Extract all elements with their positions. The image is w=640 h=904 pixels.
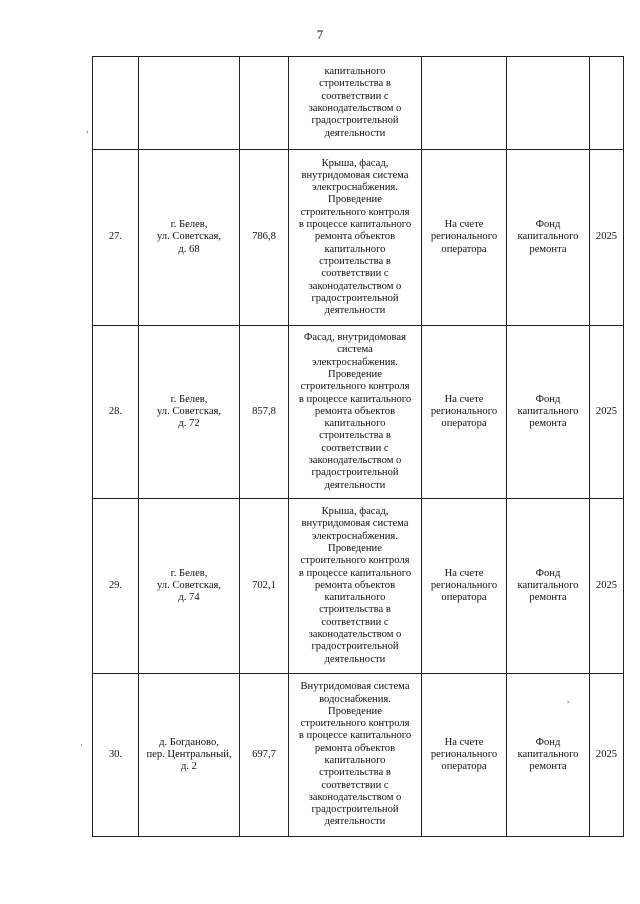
cell-line: капитального xyxy=(324,66,386,78)
cell-line: На счете xyxy=(444,219,484,231)
cell-line: оператора xyxy=(441,243,487,255)
table-row xyxy=(93,150,624,326)
cell-num: 28. xyxy=(93,326,139,499)
cell-area: 697,7 xyxy=(240,674,289,837)
cell-line: в процессе капитального xyxy=(298,393,412,405)
cell-fund xyxy=(507,499,590,674)
cell-line: законодательством о xyxy=(308,791,402,803)
cell-line: в процессе капитального xyxy=(298,730,412,742)
cell-line: ремонта объектов xyxy=(314,742,396,754)
cell-line: оператора xyxy=(441,592,487,604)
cell-line: законодательством о xyxy=(308,629,402,641)
cell-line: строительства в xyxy=(319,255,391,267)
scan-speck: , xyxy=(86,124,89,134)
cell-num: 27. xyxy=(93,150,139,326)
cell-line: Проведение xyxy=(328,194,382,206)
cell-line: ремонта xyxy=(529,592,567,604)
cell-fund xyxy=(507,150,590,326)
cell-fund xyxy=(507,326,590,499)
cell-line: Фонд xyxy=(535,736,561,748)
cell-work xyxy=(289,499,422,674)
cell-line: регионального xyxy=(430,579,498,591)
cell-line: Проведение xyxy=(328,705,382,717)
cell-line: строительства в xyxy=(319,767,391,779)
cell-line: соответствии с xyxy=(321,616,389,628)
cell-line: градостроительной xyxy=(311,115,399,127)
cell-work xyxy=(289,674,422,837)
cell-line: д. Богданово, xyxy=(159,736,219,748)
cell-work xyxy=(289,57,422,150)
cell-work xyxy=(289,326,422,499)
cell-line: д. 68 xyxy=(178,243,200,255)
cell-account xyxy=(422,674,507,837)
cell-address xyxy=(139,57,240,150)
cell-line: соответствии с xyxy=(321,442,389,454)
cell-line: внутридомовая система xyxy=(301,169,409,181)
cell-line: д. 72 xyxy=(178,418,200,430)
cell-num: 29. xyxy=(93,499,139,674)
cell-line: строительного контроля xyxy=(300,206,410,218)
cell-line: строительного контроля xyxy=(300,381,410,393)
cell-line: ремонта xyxy=(529,243,567,255)
cell-address xyxy=(139,674,240,837)
cell-line: соответствии с xyxy=(321,90,389,102)
table-row xyxy=(93,674,624,837)
cell-line: ул. Советская, xyxy=(156,579,222,591)
cell-area: 702,1 xyxy=(240,499,289,674)
cell-line: ул. Советская, xyxy=(156,405,222,417)
cell-address xyxy=(139,326,240,499)
cell-line: градостроительной xyxy=(311,292,399,304)
cell-line: законодательством о xyxy=(308,103,402,114)
cell-line: ремонта объектов xyxy=(314,231,396,243)
cell-address xyxy=(139,150,240,326)
cell-line: ремонта объектов xyxy=(314,579,396,591)
cell-line: Фонд xyxy=(535,219,561,231)
cell-line: деятельности xyxy=(324,653,386,665)
cell-num: 30. xyxy=(93,674,139,837)
cell-line: д. 74 xyxy=(178,592,200,604)
cell-line: градостроительной xyxy=(311,804,399,816)
cell-line: капитального xyxy=(324,243,386,255)
cell-line: деятельности xyxy=(324,305,386,317)
cell-line: ремонта xyxy=(529,761,567,773)
cell-line: законодательством о xyxy=(308,455,402,467)
cell-line: г. Белев, xyxy=(170,567,208,579)
scan-speck: · xyxy=(80,740,83,750)
cell-line: соответствии с xyxy=(321,268,389,280)
cell-line: капитального xyxy=(517,405,579,417)
cell-account xyxy=(422,499,507,674)
page-number: 7 xyxy=(316,27,324,42)
cell-line: Фонд xyxy=(535,567,561,579)
cell-line: регионального xyxy=(430,231,498,243)
cell-area: 857,8 xyxy=(240,326,289,499)
cell-account xyxy=(422,150,507,326)
cell-num xyxy=(93,57,139,150)
cell-line: Проведение xyxy=(328,542,382,554)
cell-line: строительства в xyxy=(319,78,391,90)
cell-address xyxy=(139,499,240,674)
cell-line: На счете xyxy=(444,567,484,579)
cell-area xyxy=(240,57,289,150)
cell-line: электроснабжения. xyxy=(312,182,398,194)
cell-line: регионального xyxy=(430,748,498,760)
cell-line: водоснабжения. xyxy=(319,693,391,705)
cell-line: строительного контроля xyxy=(300,718,410,730)
cell-line: ремонта объектов xyxy=(314,405,396,417)
cell-line: строительного контроля xyxy=(300,555,410,567)
cell-line: строительства в xyxy=(319,604,391,616)
cell-line: градостроительной xyxy=(311,467,399,479)
cell-line: деятельности xyxy=(324,479,386,491)
cell-line: деятельности xyxy=(324,816,386,828)
cell-line: система xyxy=(337,344,373,356)
cell-fund xyxy=(507,674,590,837)
cell-line: электроснабжения. xyxy=(312,356,398,368)
cell-line: законодательством о xyxy=(308,280,402,292)
repair-schedule-table xyxy=(92,56,624,837)
cell-account xyxy=(422,57,507,150)
cell-line: капитального xyxy=(324,418,386,430)
cell-line: капитального xyxy=(517,579,579,591)
cell-year: 2025 xyxy=(590,326,624,499)
cell-line: д. 2 xyxy=(181,761,197,773)
cell-line: На счете xyxy=(444,393,484,405)
cell-line: деятельности xyxy=(324,127,386,139)
cell-line: Проведение xyxy=(328,368,382,380)
cell-year: 2025 xyxy=(590,499,624,674)
cell-line: градостроительной xyxy=(311,641,399,653)
cell-line: в процессе капитального xyxy=(298,219,412,231)
cell-year xyxy=(590,57,624,150)
cell-line: строительства в xyxy=(319,430,391,442)
cell-line: в процессе капитального xyxy=(298,567,412,579)
cell-line: Крыша, фасад, xyxy=(321,506,389,518)
cell-year: 2025 xyxy=(590,674,624,837)
cell-line: пер. Центральный, xyxy=(146,748,232,760)
cell-line: Крыша, фасад, xyxy=(321,157,389,169)
cell-line: ул. Советская, xyxy=(156,231,222,243)
cell-line: электроснабжения. xyxy=(312,530,398,542)
cell-line: г. Белев, xyxy=(170,219,208,231)
cell-line: г. Белев, xyxy=(170,393,208,405)
cell-year: 2025 xyxy=(590,150,624,326)
cell-line: капитального xyxy=(324,592,386,604)
cell-line: соответствии с xyxy=(321,779,389,791)
scan-speck: , xyxy=(567,694,570,704)
cell-line: Внутридомовая система xyxy=(300,681,410,693)
cell-line: капитального xyxy=(517,231,579,243)
cell-account xyxy=(422,326,507,499)
cell-line: Фасад, внутридомовая xyxy=(304,332,406,344)
cell-work xyxy=(289,150,422,326)
cell-line: внутридомовая система xyxy=(301,518,409,530)
cell-line: оператора xyxy=(441,418,487,430)
cell-line: На счете xyxy=(444,736,484,748)
cell-line: ремонта xyxy=(529,418,567,430)
cell-fund xyxy=(507,57,590,150)
table-row-continuation xyxy=(93,57,624,150)
cell-line: капитального xyxy=(517,748,579,760)
table-row xyxy=(93,326,624,499)
cell-line: капитального xyxy=(324,755,386,766)
cell-line: регионального xyxy=(430,405,498,417)
cell-line: Фонд xyxy=(535,393,561,405)
table-row xyxy=(93,499,624,674)
cell-line: оператора xyxy=(441,761,487,773)
cell-area: 786,8 xyxy=(240,150,289,326)
